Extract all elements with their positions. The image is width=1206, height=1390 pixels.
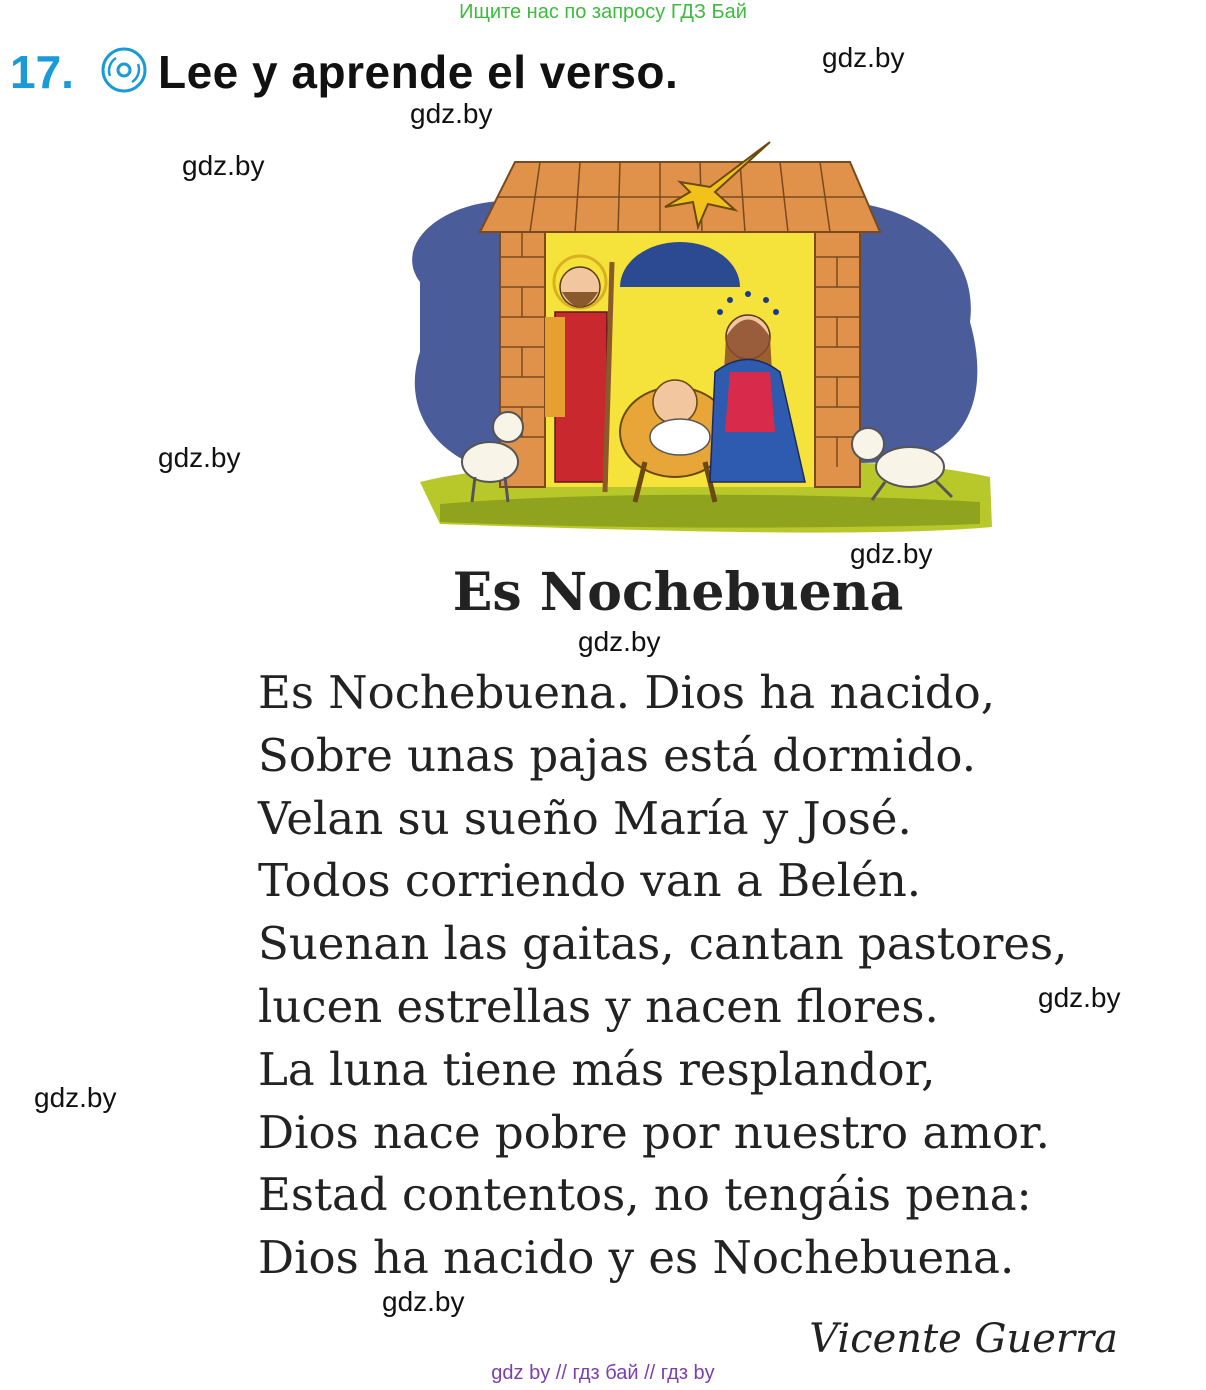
exercise-title: Lee y aprende el verso. xyxy=(158,46,679,98)
poem-line: Es Nochebuena. Dios ha nacido, xyxy=(258,666,996,719)
watermark: gdz.by xyxy=(382,1286,465,1317)
watermark: gdz.by xyxy=(34,1082,117,1113)
poem-line: Dios nace pobre por nuestro amor. xyxy=(258,1105,1050,1159)
poem-line: Estad contentos, no tengáis pena: xyxy=(258,1168,1032,1222)
watermark: gdz.by xyxy=(410,98,493,129)
watermark: gdz.by xyxy=(158,442,241,473)
watermark: gdz.by xyxy=(182,150,265,181)
footer-links[interactable]: gdz by // гдз бай // гдз by xyxy=(491,1362,715,1384)
watermark: gdz.by xyxy=(850,538,933,569)
poem-line: La luna tiene más resplandor, xyxy=(258,1042,936,1096)
watermark: gdz.by xyxy=(578,626,661,657)
poem-line: lucen estrellas y nacen flores. xyxy=(258,979,939,1033)
poem-line: Sobre unas pajas está dormido. xyxy=(258,728,977,782)
exercise-number: 17. xyxy=(10,46,74,98)
poem-line: Velan su sueño María y José. xyxy=(258,791,912,845)
poem-body xyxy=(258,662,1067,1290)
watermark: gdz.by xyxy=(1038,982,1121,1013)
watermark: gdz.by xyxy=(822,42,905,73)
poem-title: Es Nochebuena xyxy=(452,562,904,623)
top-banner: Ищите нас по запросу ГДЗ Бай xyxy=(459,1,747,23)
nativity-illustration xyxy=(380,132,1000,552)
audio-cd-icon xyxy=(100,46,148,94)
poem-author: Vicente Guerra xyxy=(809,1316,1118,1362)
poem-line: Suenan las gaitas, cantan pastores, xyxy=(258,917,1068,971)
poem-line: Todos corriendo van a Belén. xyxy=(258,854,922,908)
poem-line: Dios ha nacido y es Nochebuena. xyxy=(258,1231,1015,1285)
